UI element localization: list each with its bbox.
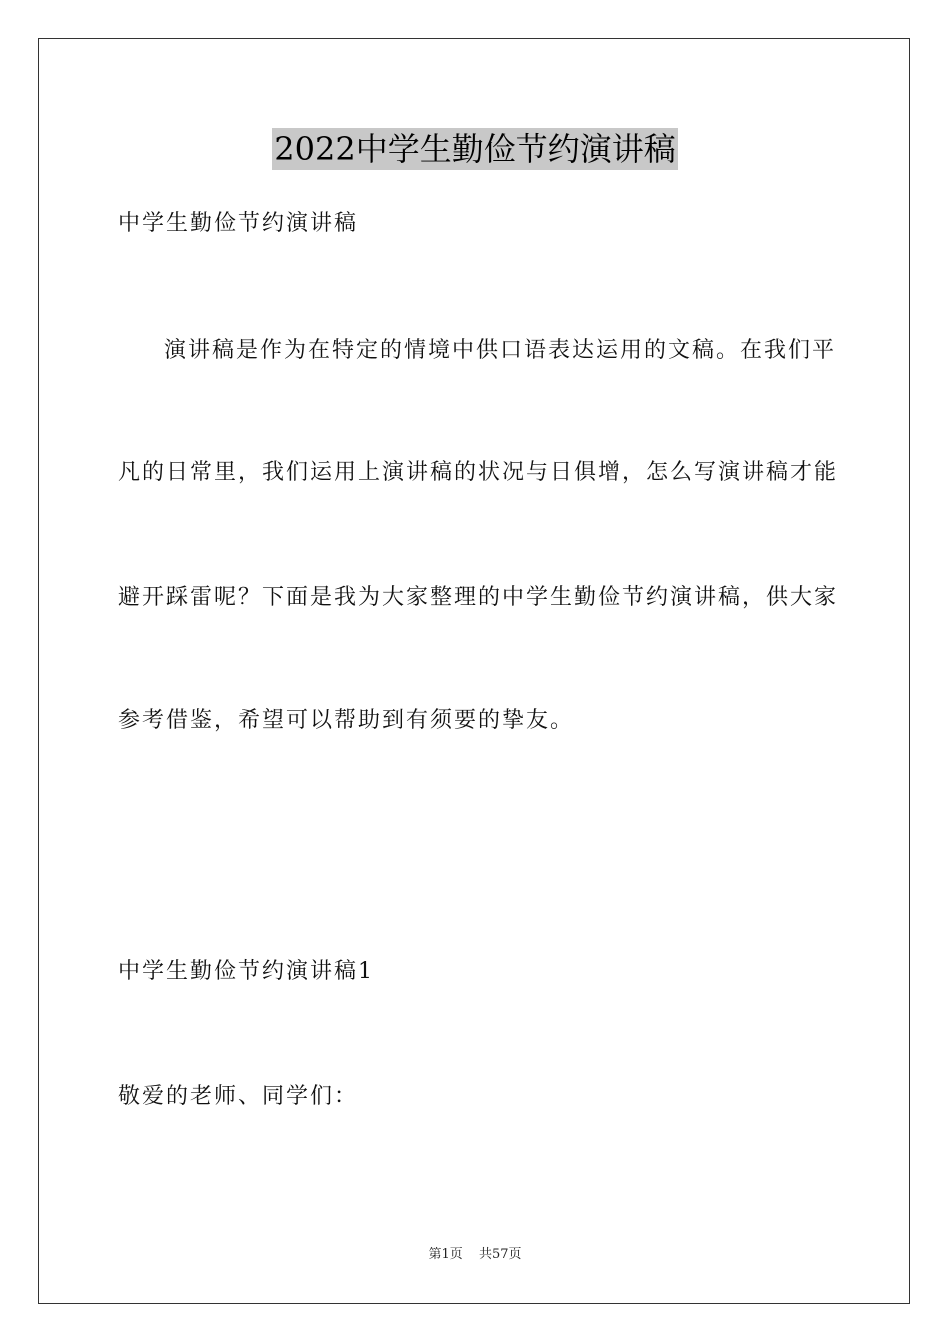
salutation: 敬爱的老师、同学们： (118, 1084, 359, 1109)
page-footer (0, 1246, 950, 1264)
document-title: 2022中学生勤俭节约演讲稿 (274, 130, 676, 168)
section-heading: 中学生勤俭节约演讲稿1 (118, 959, 374, 984)
intro-line-3: 避开踩雷呢？下面是我为大家整理的中学生勤俭节约演讲稿，供大家 (118, 585, 839, 610)
intro-line-1: 演讲稿是作为在特定的情境中供口语表达运用的文稿。在我们平 (164, 338, 837, 363)
page-total: 共57页 (478, 1247, 522, 1262)
title-container (0, 128, 950, 170)
page-number: 第1页 (428, 1247, 463, 1262)
document-subtitle: 中学生勤俭节约演讲稿 (118, 211, 359, 236)
intro-line-2: 凡的日常里，我们运用上演讲稿的状况与日俱增，怎么写演讲稿才能 (118, 460, 839, 485)
intro-line-4: 参考借鉴，希望可以帮助到有须要的挚友。 (118, 708, 575, 733)
